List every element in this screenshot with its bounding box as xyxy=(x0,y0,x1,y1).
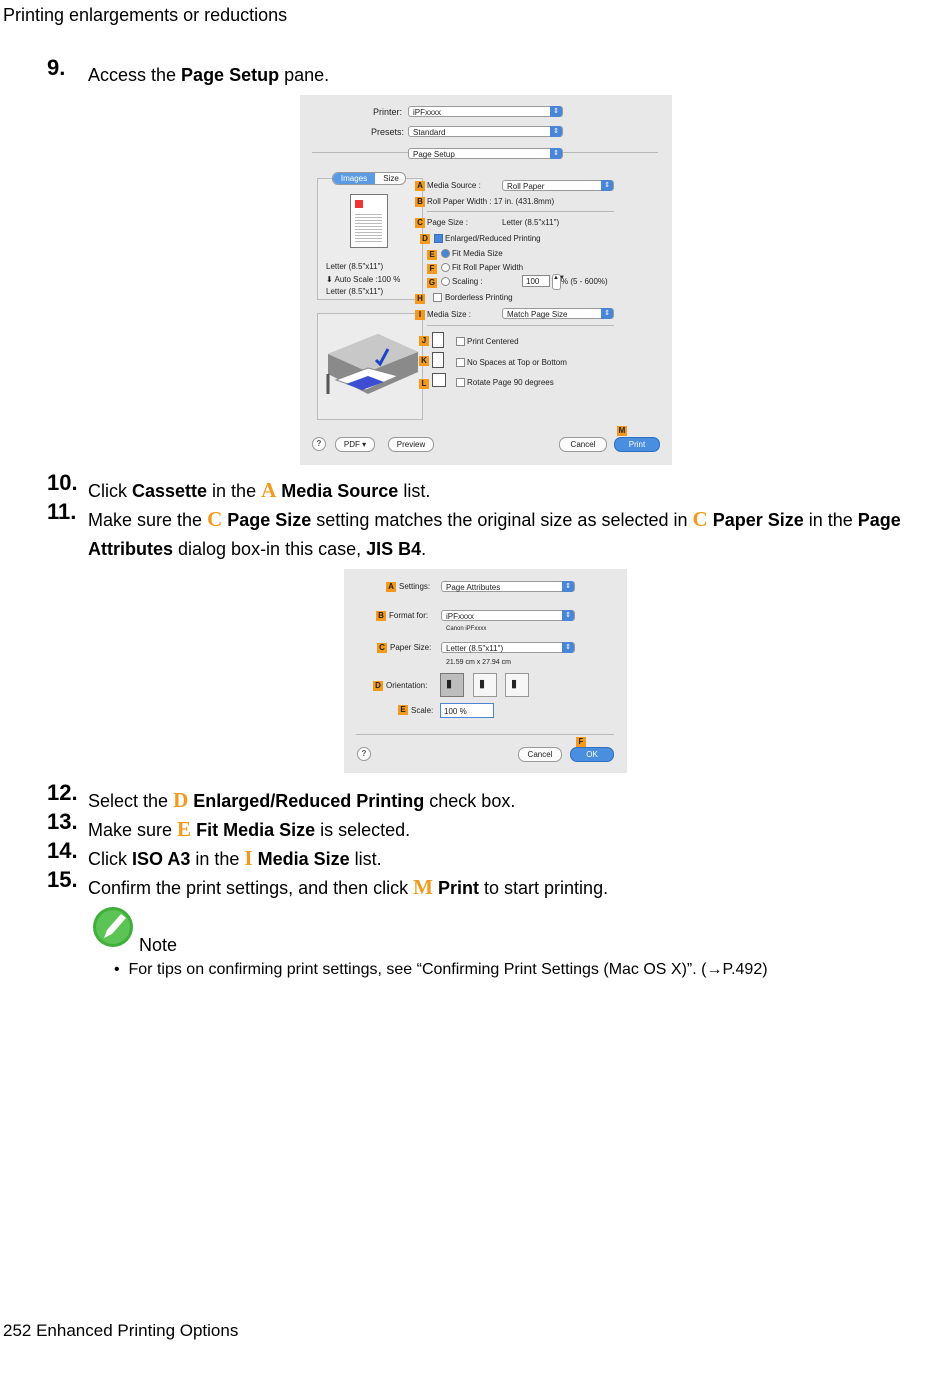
chevron-updown-icon: ⇕ xyxy=(562,610,574,621)
ok-button[interactable]: OK xyxy=(570,747,614,762)
badge-e: E xyxy=(398,705,408,715)
chevron-updown-icon: ⇕ xyxy=(550,106,562,117)
callout-letter: I xyxy=(244,846,253,870)
badge-b: B xyxy=(415,197,425,207)
text-lines xyxy=(355,212,382,242)
step-text: Select the xyxy=(88,791,174,811)
step-number: 11. xyxy=(47,499,77,524)
printer-select[interactable] xyxy=(408,106,563,117)
print-button[interactable]: Print xyxy=(614,437,660,452)
step-number: 10. xyxy=(47,470,78,495)
rotate-icon xyxy=(432,373,446,387)
step-text: . xyxy=(421,539,427,559)
step-bold: Page Setup xyxy=(181,65,280,85)
borderless-checkbox[interactable] xyxy=(433,293,442,302)
step-text: Make sure the xyxy=(88,510,208,530)
step-bold: Cassette xyxy=(132,481,208,501)
no-spaces-label: No Spaces at Top or Bottom xyxy=(467,358,567,367)
preview-button[interactable]: Preview xyxy=(388,437,434,452)
chevron-updown-icon: ⇕ xyxy=(562,581,574,592)
format-value: iPFxxxx xyxy=(446,612,474,621)
badge-c: C xyxy=(377,643,387,653)
badge-j: J xyxy=(419,336,429,346)
step-text: Click xyxy=(88,849,132,869)
format-sub: Canon iPFxxxx xyxy=(446,626,487,632)
step-bold: Paper Size xyxy=(712,510,804,530)
step-text: pane. xyxy=(279,65,330,85)
settings-value: Page Attributes xyxy=(446,583,501,592)
step-bold: Print xyxy=(438,878,480,898)
badge-h: H xyxy=(415,294,425,304)
page-attributes-dialog xyxy=(344,569,627,773)
step-text: list. xyxy=(349,849,382,869)
no-spaces-icon xyxy=(432,352,444,368)
note-label: Note xyxy=(139,935,178,955)
step-bold: Page Size xyxy=(227,510,312,530)
badge-d: D xyxy=(373,681,383,691)
note-text: For tips on confirming print settings, see “Confirming Print Settings (Mac OS X)”. (→P.492) xyxy=(128,961,768,978)
step-number: 15. xyxy=(47,867,78,892)
landscape-icon: ▮ xyxy=(479,678,486,690)
rotate-checkbox[interactable] xyxy=(456,378,465,387)
fit-roll-label: Fit Roll Paper Width xyxy=(452,263,524,272)
page-setup-dialog xyxy=(300,95,672,465)
scale-input[interactable]: 100 % xyxy=(440,703,494,718)
scaling-radio[interactable] xyxy=(441,277,450,286)
step-text: to start printing. xyxy=(479,878,609,898)
tab-size[interactable]: Size xyxy=(383,174,399,183)
tab-images[interactable]: Images xyxy=(333,173,375,184)
preview-text-3: Letter (8.5"x11") xyxy=(326,287,384,296)
reverse-landscape-icon: ▮ xyxy=(511,678,518,690)
format-select[interactable] xyxy=(441,610,575,621)
note-item xyxy=(114,961,768,979)
badge-c: C xyxy=(415,218,425,228)
print-centered-checkbox[interactable] xyxy=(456,337,465,346)
step-text: Confirm the print settings, and then click xyxy=(88,878,414,898)
pdf-button[interactable]: PDF ▾ xyxy=(335,437,375,452)
step-text: dialog box-in this case, xyxy=(173,539,367,559)
badge-g: G xyxy=(428,278,436,287)
scaling-label: Scaling : xyxy=(452,277,483,286)
scaling-input[interactable]: 100 xyxy=(522,275,550,287)
step-bold: Media Source xyxy=(281,481,399,501)
preview-text-2 xyxy=(326,275,400,284)
printer-label: Printer: xyxy=(373,107,403,117)
callout-letter: C xyxy=(692,507,708,531)
orientation-label: Orientation: xyxy=(386,681,428,690)
badge-f: F xyxy=(427,264,437,274)
paper-size-select[interactable] xyxy=(441,642,575,653)
pane-value: Page Setup xyxy=(413,150,455,159)
page-size-label: Page Size : xyxy=(427,218,468,227)
scaling-range: % (5 - 600%) xyxy=(561,277,608,286)
bullet: • xyxy=(114,961,120,978)
chevron-updown-icon: ⇕ xyxy=(550,126,562,137)
badge-a: A xyxy=(386,582,396,592)
borderless-label: Borderless Printing xyxy=(445,293,513,302)
note-pencil-icon xyxy=(92,906,134,948)
badge-m: M xyxy=(618,426,626,435)
tab-group xyxy=(332,172,406,185)
badge-i: I xyxy=(415,310,425,320)
settings-label: Settings: xyxy=(399,582,431,591)
chevron-updown-icon: ⇕ xyxy=(601,308,613,319)
page-header: Printing enlargements or reductions xyxy=(3,5,288,25)
media-size-select[interactable] xyxy=(502,308,614,319)
enlarged-label: Enlarged/Reduced Printing xyxy=(445,234,541,243)
pane-select[interactable] xyxy=(408,148,563,159)
page-footer: 252 Enhanced Printing Options xyxy=(3,1321,239,1340)
help-button[interactable]: ? xyxy=(357,747,371,761)
divider xyxy=(427,211,614,212)
portrait-icon: ▮ xyxy=(446,678,453,690)
step-text: check box. xyxy=(424,791,516,811)
step-text: in the xyxy=(803,510,858,530)
step-bold: Fit Media Size xyxy=(196,820,316,840)
badge-l: L xyxy=(419,379,429,389)
scaling-stepper[interactable]: ▲▼ xyxy=(552,274,561,290)
page-size-value: Letter (8.5"x11") xyxy=(502,218,560,227)
media-size-value: Match Page Size xyxy=(507,310,568,319)
divider xyxy=(356,734,614,735)
step-bold: Media Size xyxy=(257,849,350,869)
divider xyxy=(427,325,614,326)
scale-label: Scale: xyxy=(411,706,434,715)
rotate-label: Rotate Page 90 degrees xyxy=(467,378,554,387)
media-source-value: Roll Paper xyxy=(507,182,545,191)
fit-media-label: Fit Media Size xyxy=(452,249,503,258)
step-bold: Page Attributes xyxy=(88,510,901,559)
step-text: setting matches the original size as selected in xyxy=(311,510,693,530)
enlarged-checkbox[interactable] xyxy=(434,234,443,243)
preview-text-2-value: Auto Scale :100 % xyxy=(334,275,401,284)
step-number: 9. xyxy=(47,55,66,80)
presets-value: Standard xyxy=(413,128,446,137)
badge-k: K xyxy=(419,356,429,366)
print-centered-icon xyxy=(432,332,444,348)
badge-f: F xyxy=(576,737,586,747)
step-text: Click xyxy=(88,481,132,501)
badge-a: A xyxy=(415,181,425,191)
badge-d: D xyxy=(420,234,430,244)
page-preview-icon xyxy=(350,194,388,248)
badge-e: E xyxy=(427,250,437,260)
callout-letter: E xyxy=(177,817,192,841)
cancel-button[interactable]: Cancel xyxy=(518,747,562,762)
help-button[interactable]: ? xyxy=(312,437,326,451)
badge-b: B xyxy=(376,611,386,621)
format-label: Format for: xyxy=(389,611,429,620)
step-text: list. xyxy=(398,481,431,501)
image-placeholder xyxy=(355,200,363,208)
roll-paper-width: Roll Paper Width : 17 in. (431.8mm) xyxy=(427,197,555,206)
step-bold: Enlarged/Reduced Printing xyxy=(193,791,425,811)
preview-text-1: Letter (8.5"x11") xyxy=(326,262,384,271)
step-bold: ISO A3 xyxy=(132,849,191,869)
chevron-updown-icon: ⇕ xyxy=(601,180,613,191)
paper-size-label: Paper Size: xyxy=(390,643,432,652)
paper-size-value: Letter (8.5"x11") xyxy=(446,644,504,653)
orientation-portrait[interactable] xyxy=(440,673,464,697)
presets-label: Presets: xyxy=(371,127,405,137)
no-spaces-checkbox[interactable] xyxy=(456,358,465,367)
fit-roll-radio[interactable] xyxy=(441,263,450,272)
printer-illustration xyxy=(318,314,422,419)
step-text: Make sure xyxy=(88,820,178,840)
step-number: 14. xyxy=(47,838,78,863)
presets-select[interactable] xyxy=(408,126,563,137)
callout-letter: C xyxy=(207,507,223,531)
cancel-button[interactable]: Cancel xyxy=(559,437,607,452)
step-text: in the xyxy=(190,849,245,869)
media-source-select[interactable] xyxy=(502,180,614,191)
media-source-label: Media Source : xyxy=(427,181,481,190)
printer-illustration-panel xyxy=(317,313,423,420)
step-bold: JIS B4 xyxy=(366,539,422,559)
callout-letter: A xyxy=(261,478,277,502)
fit-media-radio[interactable] xyxy=(441,249,450,258)
print-centered-label: Print Centered xyxy=(467,337,519,346)
media-size-label: Media Size : xyxy=(427,310,472,319)
orientation-reverse-landscape[interactable] xyxy=(505,673,529,697)
step-number: 12. xyxy=(47,780,78,805)
orientation-landscape[interactable] xyxy=(473,673,497,697)
printer-value: iPFxxxx xyxy=(413,108,441,117)
step-text: Access the xyxy=(88,65,182,85)
paper-size-sub: 21.59 cm x 27.94 cm xyxy=(446,659,511,666)
chevron-updown-icon: ⇕ xyxy=(562,642,574,653)
chevron-updown-icon: ⇕ xyxy=(550,148,562,159)
step-text: in the xyxy=(207,481,262,501)
step-text: is selected. xyxy=(315,820,411,840)
callout-letter: M xyxy=(413,875,433,899)
arrow-down-icon: ⬇ xyxy=(326,275,335,284)
callout-letter: D xyxy=(173,788,189,812)
settings-select[interactable] xyxy=(441,581,575,592)
step-number: 13. xyxy=(47,809,78,834)
